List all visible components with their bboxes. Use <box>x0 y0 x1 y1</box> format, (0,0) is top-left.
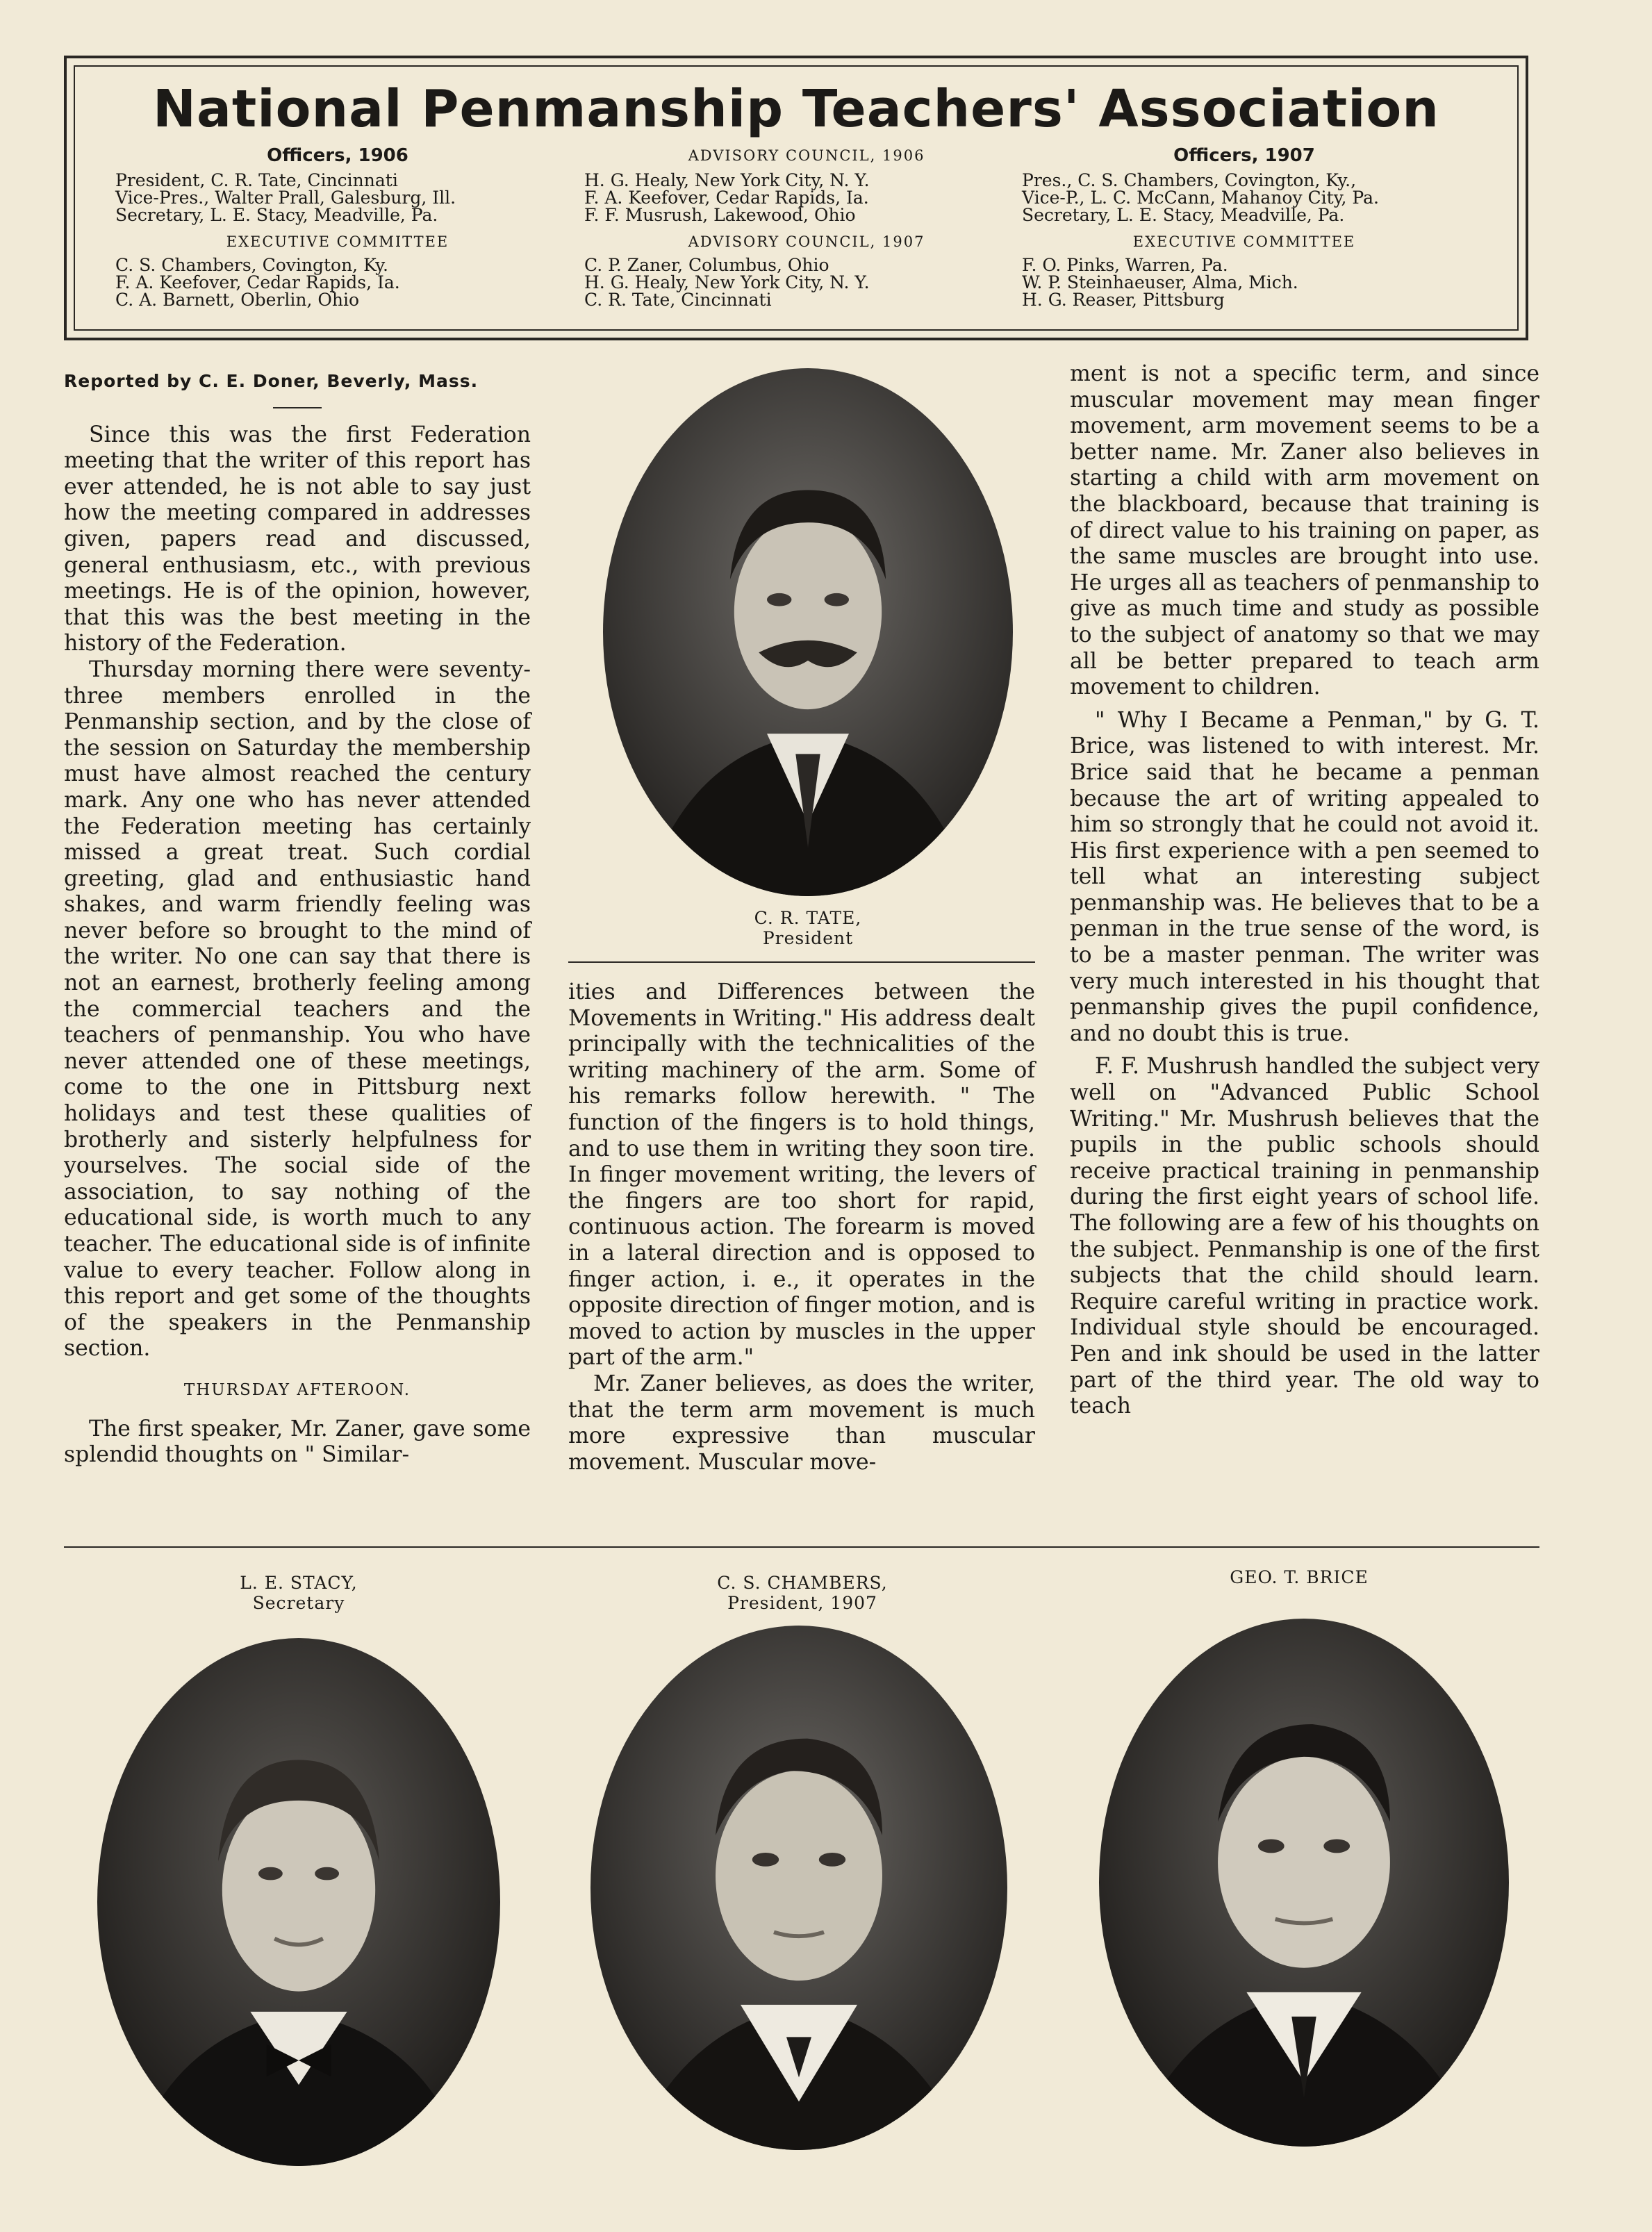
caption-name: L. E. STACY, <box>240 1573 358 1593</box>
article-paragraph: Mr. Zaner believes, as does the writer, that the term arm movement is much more expressive than muscular movement. Muscular move- <box>568 1371 1035 1475</box>
article-column-1 <box>64 368 531 1469</box>
officers-1907-heading: Officers, 1907 <box>1173 145 1315 166</box>
advisory-line: C. P. Zaner, Columbus, Ohio <box>584 255 829 275</box>
advisory-1907-heading: ADVISORY COUNCIL, 1907 <box>688 233 925 250</box>
article-paragraph: The first speaker, Mr. Zaner, gave some splendid thoughts on " Similar- <box>64 1416 531 1468</box>
officer-line: Secretary, L. E. Stacy, Meadville, Pa. <box>115 205 438 225</box>
officers-1906-heading: Officers, 1906 <box>267 145 408 166</box>
portrait-brice <box>1099 1619 1509 2147</box>
officer-line: Pres., C. S. Chambers, Covington, Ky., <box>1022 170 1357 190</box>
advisory-line: F. A. Keefover, Cedar Rapids, Ia. <box>584 188 869 208</box>
advisory-line: F. F. Musrush, Lakewood, Ohio <box>584 205 856 225</box>
caption-name: C. R. TATE, <box>754 908 862 928</box>
article-byline: Reported by C. E. Doner, Beverly, Mass. <box>64 371 479 391</box>
caption-name: C. S. CHAMBERS, <box>717 1573 888 1593</box>
committee-line: F. O. Pinks, Warren, Pa. <box>1022 255 1228 275</box>
portrait-stacy-image <box>97 1638 500 2166</box>
portrait-tate <box>603 368 1013 896</box>
association-header <box>64 56 1528 340</box>
caption-brice <box>1118 1567 1480 1587</box>
portrait-chambers <box>590 1626 1007 2150</box>
caption-role: President, 1907 <box>727 1593 877 1613</box>
article-paragraph: ment is not a specific term, and since muscular movement may mean finger movement, arm movement seems to be a better name. Mr. Zaner also believes in starting a child with arm movement on the blackboard, because that training is of direct value to his training on paper, as the same muscles are brought into use. He urges all as teachers of penmanship to give as much time and study as possible to the subject of anatomy so that we may all be better prepared to teach arm movement to children. <box>1070 361 1539 700</box>
caption-chambers <box>622 1573 983 1613</box>
portrait-stacy <box>97 1638 500 2166</box>
committee-line: F. A. Keefover, Cedar Rapids, Ia. <box>115 272 400 292</box>
portrait-divider <box>568 961 1035 963</box>
exec-committee-1906-heading: EXECUTIVE COMMITTEE <box>226 233 449 250</box>
officers-1907-column <box>1022 147 1467 308</box>
advisory-council-column <box>584 147 1029 308</box>
article-paragraph: " Why I Became a Penman," by G. T. Brice, was listened to with interest. Mr. Brice said that he became a penman because the art of writing appealed to him so strongly that he could not avoid it. His first experience with a pen seemed to tell what an interesting subject penmanship was. He believes that to be a penman in the true sense of the word, is to be a master penman. The writer was very much interested in his thought that penmanship gives the pupil confidence, and no doubt this is true. <box>1070 707 1539 1046</box>
portrait-tate-image <box>603 368 1013 896</box>
byline-divider <box>273 407 322 408</box>
exec-committee-1907-heading: EXECUTIVE COMMITTEE <box>1132 233 1356 250</box>
committee-line: C. S. Chambers, Covington, Ky. <box>115 255 388 275</box>
caption-stacy <box>118 1573 479 1613</box>
caption-role: President <box>762 928 854 948</box>
article-paragraph: Since this was the first Federation meeting that the writer of this report has ever attended, he is not able to say just how the meeting compared in addresses given, papers read and discussed, general enthusiasm, etc., with previous meetings. He is of the opinion, however, that this was the best meeting in the history of the Federation. <box>64 422 531 656</box>
caption-role: Secretary <box>252 1593 345 1613</box>
officer-line: Secretary, L. E. Stacy, Meadville, Pa. <box>1022 205 1345 225</box>
article-column-3 <box>1070 361 1539 1420</box>
officers-1906-column <box>115 147 560 308</box>
committee-line: W. P. Steinhaeuser, Alma, Mich. <box>1022 272 1298 292</box>
caption-tate <box>603 908 1013 948</box>
advisory-line: H. G. Healy, New York City, N. Y. <box>584 170 870 190</box>
article-paragraph: ities and Differences between the Movements in Writing." His address dealt principally with the technicalities of the writing machinery of the arm. Some of his remarks follow herewith. " The function of the fingers is to hold things, and to use them in writing they soon tire. In finger movement writing, the levers of the fingers are too short for rapid, continuous action. The forearm is moved in a lateral direction and is opposed to finger action, i. e., it operates in the opposite direction of finger motion, and is moved to action by muscles in the upper part of the arm." <box>568 979 1035 1371</box>
advisory-line: H. G. Healy, New York City, N. Y. <box>584 272 870 292</box>
officer-line: President, C. R. Tate, Cincinnati <box>115 170 398 190</box>
advisory-line: C. R. Tate, Cincinnati <box>584 290 772 310</box>
advisory-1906-heading: ADVISORY COUNCIL, 1906 <box>688 147 925 164</box>
committee-line: C. A. Barnett, Oberlin, Ohio <box>115 290 360 310</box>
officer-line: Vice-Pres., Walter Prall, Galesburg, Ill. <box>115 188 456 208</box>
bottom-section-divider <box>64 1546 1539 1548</box>
association-title: National Penmanship Teachers' Association <box>153 79 1439 139</box>
article-paragraph: F. F. Mushrush handled the subject very well on "Advanced Public School Writing." Mr. Mushrush believes that the pupils in the public schools should receive practical training in penmanship during the first eight years of school life. The following are a few of his thoughts on the subject. Penmanship is one of the first subjects that the child should learn. Require careful writing in practice work. Individual style should be encouraged. Pen and ink should be used in the latter part of the third year. The old way to teach <box>1070 1054 1539 1419</box>
article-column-2 <box>568 979 1035 1475</box>
section-heading: THURSDAY AFTEROON. <box>183 1380 411 1399</box>
committee-line: H. G. Reaser, Pittsburg <box>1022 290 1225 310</box>
caption-name: GEO. T. BRICE <box>1230 1567 1369 1587</box>
officer-line: Vice-P., L. C. McCann, Mahanoy City, Pa. <box>1022 188 1379 208</box>
article-paragraph: Thursday morning there were seventy-three members enrolled in the Penmanship section, and by the close of the session on Saturday the membership must have almost reached the century mark. Any one who has never attended the Federation meeting has certainly missed a great treat. Such cordial greeting, glad and enthusiastic hand shakes, and warm friendly feeling was never before so brought to the mind of the writer. No one can say that there is not an earnest, brotherly feeling among the commercial teachers and the teachers of penmanship. You who have never attended one of these meetings, come to the one in Pittsburg next holidays and test these qualities of brotherly and sisterly helpfulness for yourselves. The social side of the association, to say nothing of the educational side, is worth much to any teacher. The educational side is of infinite value to every teacher. Follow along in this report and get some of the thoughts of the speakers in the Penmanship section. <box>64 656 531 1362</box>
portrait-brice-image <box>1099 1619 1509 2147</box>
portrait-chambers-image <box>590 1626 1007 2150</box>
